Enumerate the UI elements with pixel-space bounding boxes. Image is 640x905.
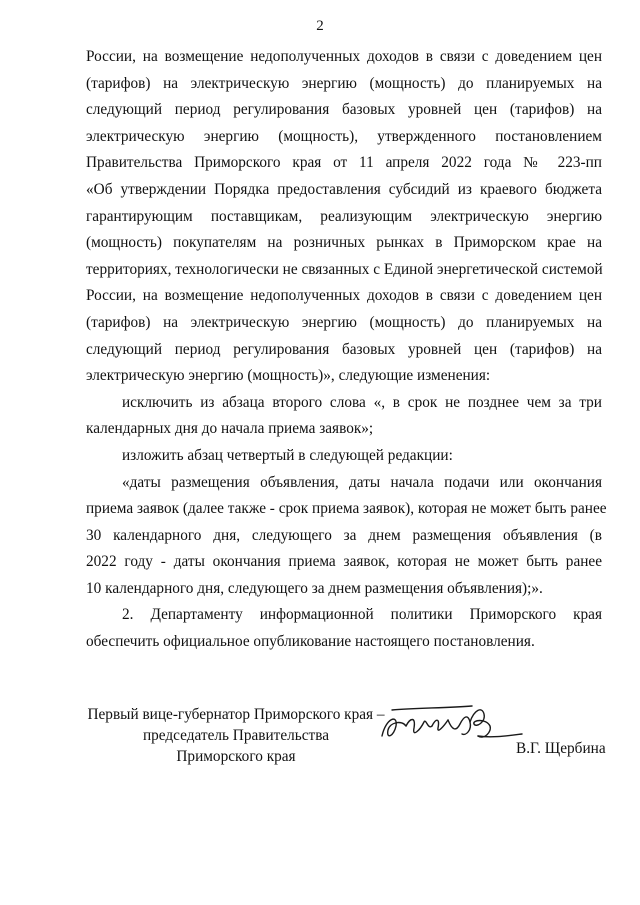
text-line: (мощность) покупателям на розничных рынках в Приморском крае на: [86, 234, 602, 252]
signatory-title: [86, 704, 386, 767]
text-line: электрическую энергию (мощность)», следующие изменения:: [86, 367, 491, 385]
text-line: следующий период регулирования базовых уровней цен (тарифов) на: [86, 340, 602, 358]
signatory-title-line: Первый вице-губернатор Приморского края –: [87, 706, 385, 723]
text-line: приема заявок (далее также - срок приема заявок), которая не может быть ранее: [86, 500, 607, 518]
text-line: календарных дня до начала приема заявок»;: [86, 420, 374, 438]
text-line: исключить из абзаца второго слова «, в срок не позднее чем за три: [122, 393, 602, 411]
text-line: следующий период регулирования базовых уровней цен (тарифов) на: [86, 101, 602, 119]
text-line: 10 календарного дня, следующего за днем размещения объявления);».: [86, 579, 543, 597]
signatory-name: В.Г. Щербина: [516, 740, 606, 757]
text-line: гарантирующим поставщикам, реализующим электрическую энергию: [86, 207, 602, 225]
text-line: России, на возмещение недополученных доходов в связи с доведением цен: [86, 48, 602, 65]
text-line: обеспечить официальное опубликование настоящего постановления.: [86, 633, 535, 651]
text-line: «Об утверждении Порядка предоставления субсидий из краевого бюджета: [86, 180, 602, 198]
signature-block: [86, 704, 606, 784]
text-line: 2022 году - даты окончания приема заявок, которая не может быть ранее: [86, 553, 602, 571]
text-line: изложить абзац четвертый в следующей редакции:: [122, 446, 453, 464]
text-line: электрическую энергию (мощность), утвержденного постановлением: [86, 127, 602, 145]
signatory-title-line: председатель Правительства: [142, 727, 330, 744]
body-text: [86, 44, 607, 656]
text-line: 30 календарного дня, следующего за днем размещения объявления (в: [86, 526, 602, 544]
page-number: 2: [316, 18, 324, 34]
text-line: 2. Департаменту информационной политики Приморского края: [122, 606, 602, 624]
text-line: России, на возмещение недополученных доходов в связи с доведением цен: [86, 287, 602, 305]
text-line: Правительства Приморского края от 11 апреля 2022 года № 223-пп: [86, 154, 602, 172]
text-line: «даты размещения объявления, даты начала подачи или окончания: [122, 473, 602, 491]
text-line: (тарифов) на электрическую энергию (мощность) до планируемых на: [86, 74, 602, 92]
signatory-title-line: Приморского края: [176, 748, 296, 765]
text-line: (тарифов) на электрическую энергию (мощность) до планируемых на: [86, 313, 602, 331]
text-line: территориях, технологически не связанных с Единой энергетической системой: [86, 260, 603, 278]
signature-icon: [376, 696, 526, 756]
